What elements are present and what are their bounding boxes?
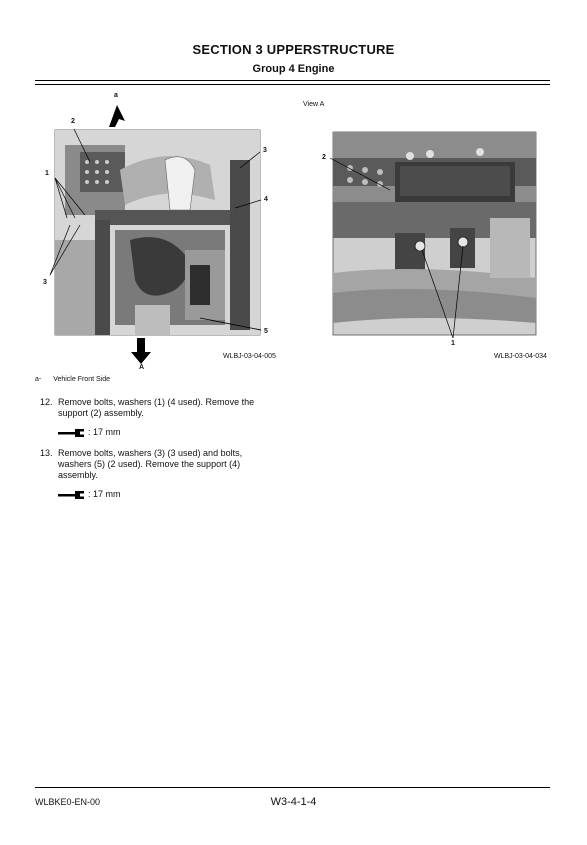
step-12 <box>40 397 280 438</box>
figure-code-left: WLBJ-03-04-005 <box>223 353 276 360</box>
tool-spec <box>40 427 280 438</box>
callout-3-bottom: 3 <box>43 279 47 286</box>
callout-5: 5 <box>264 328 268 335</box>
engine-support-illustration-left <box>35 90 285 380</box>
callout-3-top: 3 <box>263 147 267 154</box>
figure-left <box>35 90 285 380</box>
header-rule <box>35 80 550 81</box>
callout-1: 1 <box>45 170 49 177</box>
step-text: assembly. <box>58 470 98 480</box>
callout-a: a <box>114 92 118 99</box>
step-text: washers (5) (2 used). Remove the support (4) <box>58 459 241 469</box>
callout-4: 4 <box>264 196 268 203</box>
legend-text: Vehicle Front Side <box>53 376 110 383</box>
section-title: SECTION 3 UPPERSTRUCTURE <box>192 42 395 57</box>
footer-rule <box>35 787 550 788</box>
legend <box>35 376 110 383</box>
figure-code-right: WLBJ-03-04-034 <box>494 353 547 360</box>
page-number: W3-4-1-4 <box>270 796 317 808</box>
tool-size: : 17 mm <box>88 489 121 499</box>
figure-right <box>300 98 552 368</box>
callout-1: 1 <box>451 340 455 347</box>
tool-spec <box>40 489 280 500</box>
step-text: support (2) assembly. <box>58 408 144 418</box>
callout-2: 2 <box>322 154 326 161</box>
step-number: 12. <box>40 397 53 407</box>
view-label: View A <box>303 101 325 108</box>
step-number: 13. <box>40 448 53 458</box>
step-13 <box>40 448 280 500</box>
engine-support-illustration-right <box>300 98 552 368</box>
tool-size: : 17 mm <box>88 427 121 437</box>
callout-2: 2 <box>71 118 75 125</box>
doc-code: WLBKE0-EN-00 <box>35 797 101 807</box>
callout-A: A <box>139 364 145 371</box>
group-title: Group 4 Engine <box>252 63 335 75</box>
wrench-icon <box>58 429 84 437</box>
header-rule-thin <box>35 84 550 85</box>
step-text: Remove bolts, washers (3) (3 used) and bolts, <box>58 448 243 458</box>
step-text: Remove bolts, washers (1) (4 used). Remove the <box>58 397 255 407</box>
legend-key: a- <box>35 376 42 383</box>
wrench-icon <box>58 491 84 499</box>
